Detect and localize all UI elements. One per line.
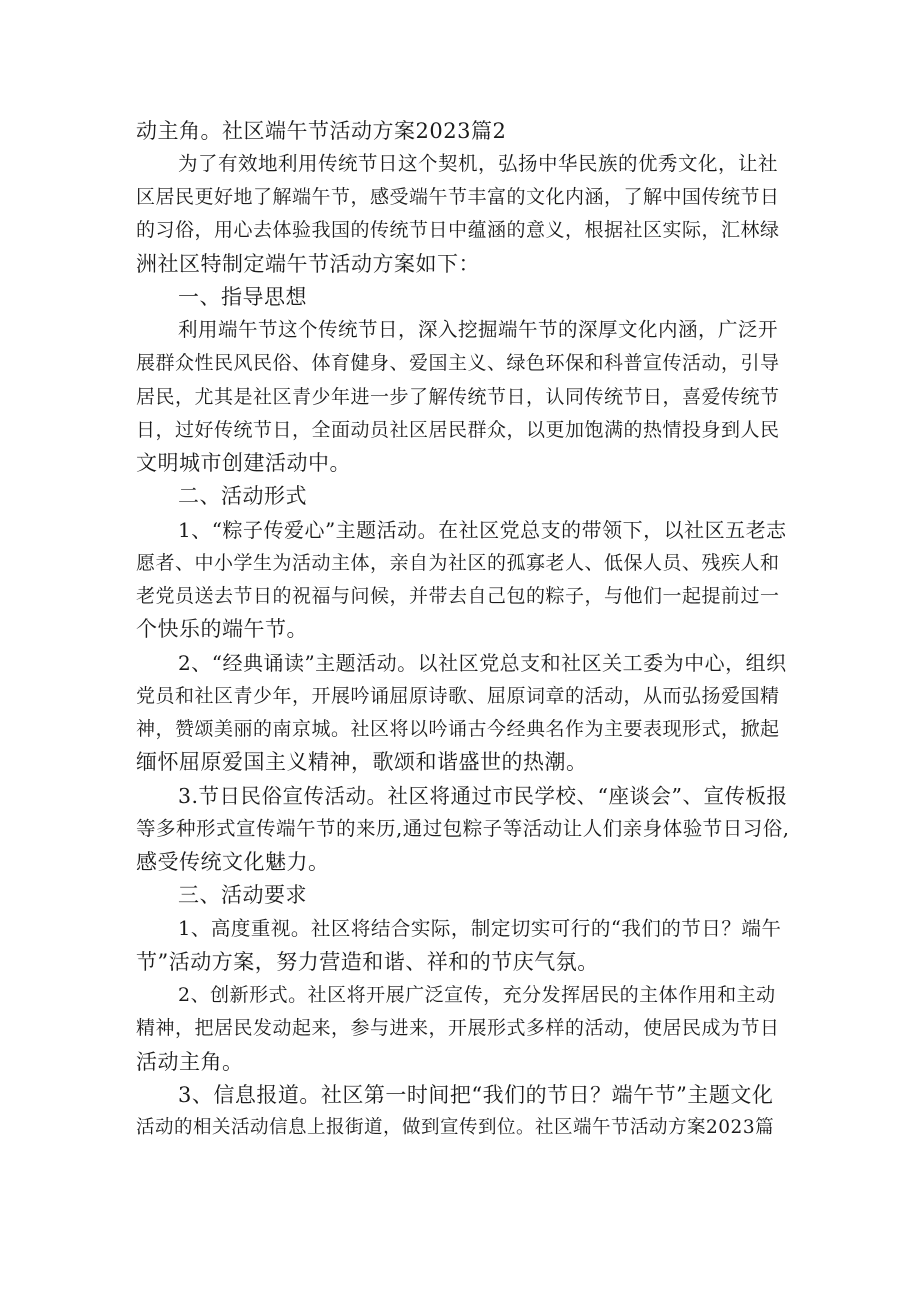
text-line: 感受传统文化魅力。 [136,850,330,874]
text-line: 神，赞颂美丽的南京城。社区将以吟诵古今经典名作为主要表现形式，掀起 [136,718,780,740]
text-line: 愿者、中小学生为活动主体，亲自为社区的孤寡老人、低保人员、残疾人和 [136,552,780,574]
text-line: 节”活动方案，努力营造和谐、祥和的节庆气氛。 [136,950,599,974]
paragraph-line: 为了有效地利用传统节日这个契机，弘扬中华民族的优秀文化，让社 [178,152,779,175]
text-line: 缅怀屈原爱国主义精神，歌颂和谐盛世的热潮。 [136,750,588,774]
paragraph-line: 2、“经典诵读”主题活动。以社区党总支和社区关工委为中心，组织 [178,651,787,675]
text-line: 区居民更好地了解端午节，感受端午节丰富的文化内涵，了解中国传统节日 [136,186,780,208]
text-line: 老党员送去节日的祝福与问候，并带去自己包的粽子，与他们一起提前过一 [136,585,780,607]
paragraph-line: 利用端午节这个传统节日，深入挖掘端午节的深厚文化内涵，广泛开 [178,318,779,341]
text-line: 个快乐的端午节。 [136,617,308,641]
text-line: 动主角。社区端午节活动方案2023篇2 [136,119,507,143]
section-heading: 二、活动形式 [178,484,307,508]
paragraph-line: 3.节日民俗宣传活动。社区将通过市民学校、“座谈会”、宣传板报 [178,784,788,808]
text-line: 的习俗，用心去体验我国的传统节日中蕴涵的意义，根据社区实际，汇林绿 [136,219,780,241]
paragraph-line: 2、创新形式。社区将开展广泛宣传，充分发挥居民的主体作用和主动 [178,984,776,1006]
paragraph-line: 3、信息报道。社区第一时间把“我们的节日？端午节”主题文化 [178,1083,774,1107]
text-line: 文明城市创建活动中。 [136,451,351,475]
paragraph-line: 1、高度重视。社区将结合实际，制定切实可行的“我们的节日？端午 [178,917,782,940]
paragraph-line: 1、“粽子传爱心”主题活动。在社区党总支的带领下，以社区五老志 [178,518,787,542]
text-line: 日，过好传统节日，全面动员社区居民群众，以更加饱满的热情投身到人民 [136,419,780,441]
text-line: 等多种形式宣传端午节的来历,通过包粽子等活动让人们亲身体验节日习俗, [136,817,790,840]
section-heading: 一、指导思想 [178,285,307,309]
text-line: 活动的相关活动信息上报街道，做到宣传到位。社区端午节活动方案2023篇 [136,1117,775,1138]
section-heading: 三、活动要求 [178,883,307,907]
text-line: 洲社区特制定端午节活动方案如下： [136,252,480,276]
text-line: 居民，尤其是社区青少年进一步了解传统节日，认同传统节日，喜爱传统节 [136,386,780,408]
text-line: 活动主角。 [136,1050,244,1074]
text-line: 精神，把居民发动起来，参与进来，开展形式多样的活动，使居民成为节日 [136,1017,780,1039]
text-line: 党员和社区青少年，开展吟诵屈原诗歌、屈原词章的活动，从而弘扬爱国精 [136,685,780,707]
text-line: 展群众性民风民俗、体育健身、爱国主义、绿色环保和科普宣传活动，引导 [136,352,780,374]
